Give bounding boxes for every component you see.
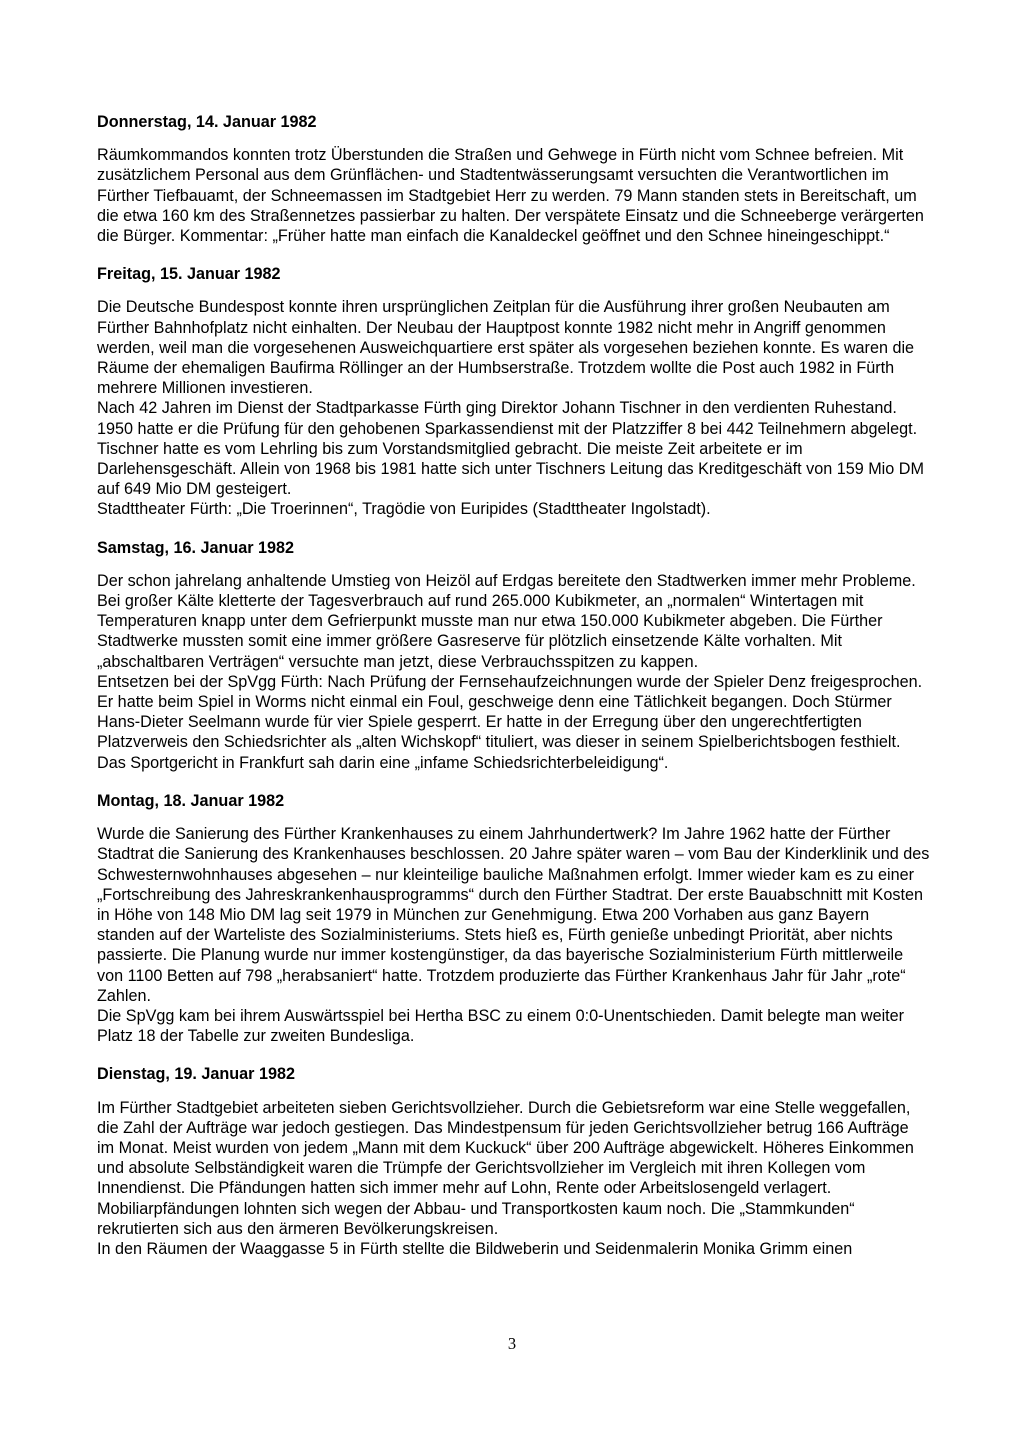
paragraph: Der schon jahrelang anhaltende Umstieg von Heizöl auf Erdgas bereitete den Stadtwerken immer mehr Probleme. Bei großer Kälte kletterte der Tagesverbrauch auf rund 265.000 Kubikmeter, an „normalen“ Wintertagen mit Temperaturen knapp unter dem Gefrierpunkt musste man nur etwa 150.000 Kubikmeter abgeben. Die Fürther Stadtwerke mussten somit eine immer größere Gasreserve für plötzlich einsetzende Kälte vorhalten. Mit „abschaltbaren Verträgen“ versuchte man jetzt, diese Verbrauchsspitzen zu kappen. — [97, 571, 916, 671]
paragraph: Die SpVgg kam bei ihrem Auswärtsspiel bei Hertha BSC zu einem 0:0-Unentschieden. Damit belegte man weiter Platz 18 der Tabelle zur zweiten Bundesliga. — [97, 1006, 905, 1046]
date-heading: Freitag, 15. Januar 1982 — [97, 265, 281, 284]
paragraph: In den Räumen der Waaggasse 5 in Fürth stellte die Bildweberin und Seidenmalerin Monika Grimm einen — [97, 1239, 853, 1258]
date-heading: Samstag, 16. Januar 1982 — [97, 538, 295, 557]
paragraph: Nach 42 Jahren im Dienst der Stadtparkasse Fürth ging Direktor Johann Tischner in den verdienten Ruhestand. 1950 hatte er die Prüfung für den gehobenen Sparkassendienst mit der Platzziffer 8 bei 442 Teilnehmern abgelegt. Tischner hatte es vom Lehrling bis zum Vorstandsmitglied gebracht. Die meiste Zeit arbeitete er im Darlehensgeschäft. Allein von 1968 bis 1981 hatte sich unter Tischners Leitung das Kreditgeschäft von 159 Mio DM auf 649 Mio DM gesteigert. — [97, 399, 924, 499]
section-donnerstag-14-januar — [97, 112, 930, 246]
paragraph: Entsetzen bei der SpVgg Fürth: Nach Prüfung der Fernsehaufzeichnungen wurde der Spieler Denz freigesprochen. Er hatte beim Spiel in Worms nicht einmal ein Foul, geschweige denn eine Tätlichkeit begangen. Doch Stürmer Hans-Dieter Seelmann wurde für vier Spiele gesperrt. Er hatte in der Erregung über den ungerechtfertigten Platzverweis den Schiedsrichter als „alten Wichskopf“ tituliert, was dieser in seinem Spielberichtsbogen festhielt. Das Sportgericht in Frankfurt sah darin eine „infame Schiedsrichterbeleidigung“. — [97, 672, 923, 772]
paragraph: Stadttheater Fürth: „Die Troerinnen“, Tragödie von Euripides (Stadttheater Ingolstadt). — [97, 500, 711, 519]
paragraph: Im Fürther Stadtgebiet arbeiteten sieben Gerichtsvollzieher. Durch die Gebietsreform war eine Stelle weggefallen, die Zahl der Aufträge war jedoch gestiegen. Das Mindestpensum für jeden Gerichtsvollzieher betrug 166 Aufträge im Monat. Meist wurden von jedem „Mann mit dem Kuckuck“ über 200 Aufträge abgewickelt. Höheres Einkommen und absolute Selbständigkeit waren die Trümpfe der Gerichtsvollzieher im Vergleich mit ihren Kollegen vom Innendienst. Die Pfändungen hatten sich immer mehr auf Lohn, Rente oder Arbeitslosengeld verlagert. Mobiliarpfändungen lohnten sich wegen der Abbau- und Transportkosten kaum noch. Die „Stammkunden“ rekrutierten sich aus den ärmeren Bevölkerungskreisen. — [97, 1098, 914, 1238]
paragraph: Räumkommandos konnten trotz Überstunden die Straßen und Gehwege in Fürth nicht vom Schnee befreien. Mit zusätzlichem Personal aus dem Grünflächen- und Stadtentwässerungsamt versuchten die Verantwortlichen im Fürther Tiefbauamt, der Schneemassen im Stadtgebiet Herr zu werden. 79 Mann standen stets in Bereitschaft, um die etwa 160 km des Straßennetzes passierbar zu halten. Der verspätete Einsatz und die Schneeberge verärgerten die Bürger. Kommentar: „Früher hatte man einfach die Kanaldeckel geöffnet und den Schnee hineingeschippt.“ — [97, 146, 924, 246]
date-heading: Donnerstag, 14. Januar 1982 — [97, 113, 317, 131]
paragraph: Die Deutsche Bundespost konnte ihren ursprünglichen Zeitplan für die Ausführung ihrer großen Neubauten am Fürther Bahnhofplatz nicht einhalten. Der Neubau der Hauptpost konnte 1982 nicht mehr in Angriff genommen werden, weil man die vorgesehenen Ausweichquartiere erst später als vorgesehen beziehen konnte. Es waren die Räume der ehemaligen Baufirma Röllinger an der Humbserstraße. Trotzdem wollte die Post auch 1982 in Fürth mehrere Millionen investieren. — [97, 298, 915, 398]
section-samstag-16-januar — [97, 538, 930, 773]
date-heading: Montag, 18. Januar 1982 — [97, 791, 285, 810]
paragraph: Wurde die Sanierung des Fürther Krankenhauses zu einem Jahrhundertwerk? Im Jahre 1962 hatte der Fürther Stadtrat die Sanierung des Krankenhauses beschlossen. 20 Jahre später waren – vom Bau der Kinderklinik und des Schwesternwohnhauses abgesehen – nur kleinteilige bauliche Maßnahmen erfolgt. Immer wieder kam es zu einer „Fortschreibung des Jahreskrankenhausprogramms“ durch den Fürther Stadtrat. Der erste Bauabschnitt mit Kosten in Höhe von 148 Mio DM lag seit 1979 in München zur Genehmigung. Etwa 200 Vorhaben aus ganz Bayern standen auf der Warteliste des Sozialministeriums. Stets hieß es, Fürth genieße unbedingt Priorität, aber nichts passierte. Die Planung wurde nur immer kostengünstiger, da das bayerische Sozialministerium Fürth mittlerweile von 1100 Betten auf 798 „herabsaniert“ hatte. Trotzdem produzierte das Fürther Krankenhaus Jahr für Jahr „rote“ Zahlen. — [97, 825, 930, 1005]
section-dienstag-19-januar — [97, 1064, 930, 1259]
date-heading: Dienstag, 19. Januar 1982 — [97, 1065, 295, 1084]
section-freitag-15-januar — [97, 264, 930, 519]
document-content — [97, 112, 930, 1259]
section-montag-18-januar — [97, 791, 930, 1046]
page-number: 3 — [507, 1334, 517, 1353]
